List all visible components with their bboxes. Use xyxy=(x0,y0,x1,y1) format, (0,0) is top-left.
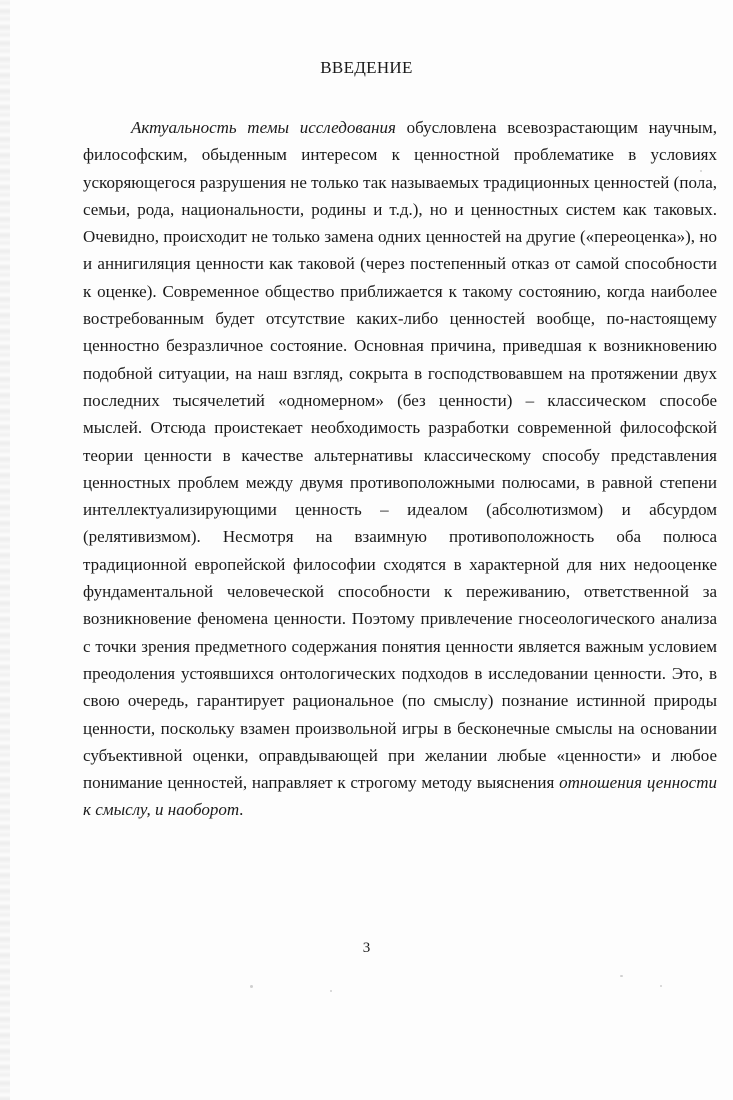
paragraph-lead-italic: Актуальность темы исследования xyxy=(131,118,396,137)
paragraph-tail-end: . xyxy=(239,800,244,820)
paragraph-main-text: обусловлена всевозрастающим научным, философским, обыденным интересом к ценностной проблематике в условиях ускоряющегося разрушения не только так называемых традиционных ценностей (пола, семьи, рода, национальности, родины и т.д.), но и ценностных систем как таковых. Очевидно, происходит не только замена одних ценностей на другие («переоценка»), но и аннигиляция ценности как таковой (через постепенный отказ от самой способности к оценке). Современное общество приближается к такому состоянию, когда наиболее востребованным будет отсутствие каких-либо ценностей вообще, по-настоящему ценностно безразличное состояние. Основная причина, приведшая к возникновению подобной ситуации, на наш взгляд, сокрыта в господствовавшем на протяжении двух последних тысячелетий «одномерном» (без ценности) – классическом способе мыслей. Отсюда проистекает необходимость разработки современной философской теории ценности в качестве альтернативы классическому способу представления ценностных проблем между двумя противоположными полюсами, в равной степени интеллектуализирующими ценность – идеалом (абсолютизмом) и абсурдом (релятивизмом). Несмотря на взаимную противоположность оба полюса традиционной европейской философии сходятся в характерной для них недооценке фундаментальной человеческой способности к переживанию, ответственной за возникновение феномена ценности. Поэтому привлечение гносеологического анализа с точки зрения предметного содержания понятия ценности является важным условием преодоления устоявшихся онтологических подходов в исследовании ценности. Это, в свою очередь, гарантирует рациональное (по смыслу) познание истинной природы ценности, поскольку взамен произвольной игры в бесконечные смыслы на основании субъективной оценки, оправдывающей при желании любые «ценности» и любое понимание ценностей, направляет к строгому методу выяснения xyxy=(83,118,717,793)
paragraph-tail-italic: отношения ценности к смыслу, и наоборот xyxy=(83,773,717,820)
scan-speck xyxy=(660,985,662,987)
page-title: ВВЕДЕНИЕ xyxy=(320,58,413,77)
page-number: 3 xyxy=(362,940,371,956)
scan-edge-artifact xyxy=(0,0,10,1100)
scan-speck xyxy=(330,990,332,992)
scan-speck xyxy=(620,975,623,977)
scan-speck xyxy=(250,985,253,988)
intro-paragraph xyxy=(83,114,717,824)
scan-speck xyxy=(700,170,702,172)
